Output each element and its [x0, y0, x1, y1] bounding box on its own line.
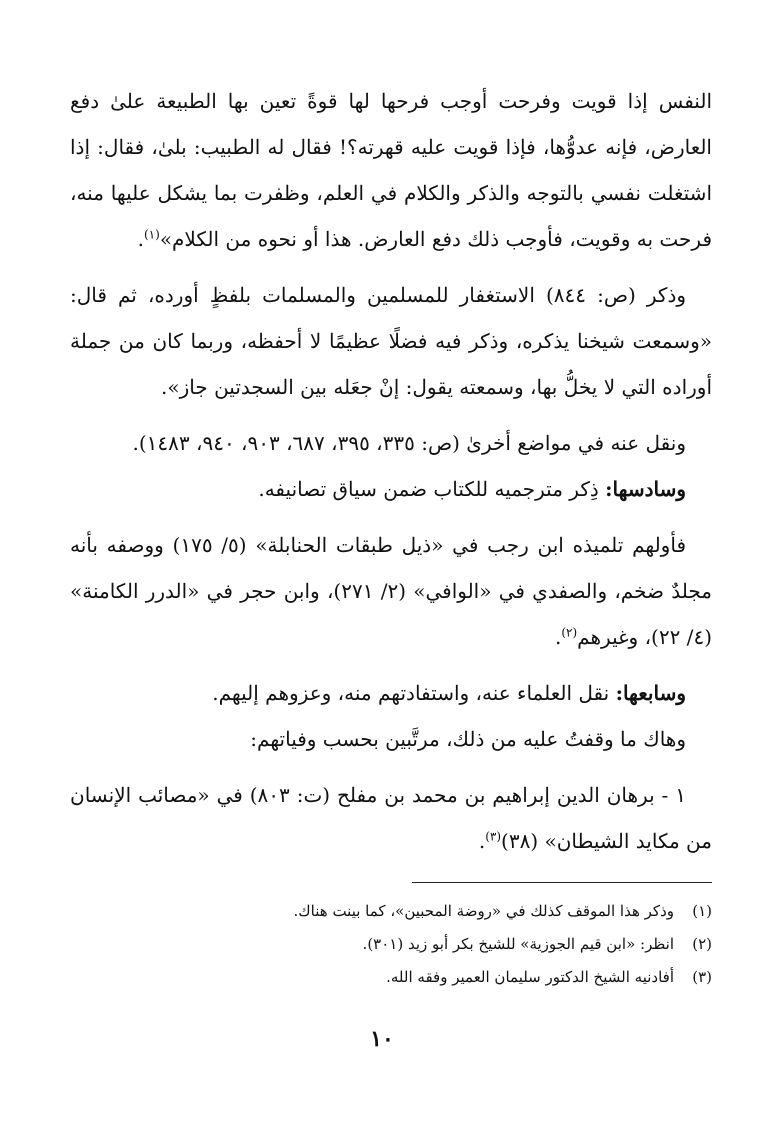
footnote-2-text: انظر: «ابن قيم الجوزية» للشيخ بكر أبو زيد (٣٠١). — [362, 935, 674, 953]
paragraph-4-text: ذِكر مترجميه للكتاب ضمن سياق تصانيفه. — [258, 477, 606, 501]
main-text — [70, 78, 712, 864]
paragraph-5-text: فأولهم تلميذه ابن رجب في «ذيل طبقات الحنابلة» (٥/ ١٧٥) ووصفه بأنه مجلدٌ ضخم، والصفدي في «الوافي» (٢/ ٢٧١)، وابن حجر في «الدرر الكامنة» (٤/ ٢٢)، وغيرهم — [70, 533, 712, 649]
paragraph-7: وهاك ما وقفتُ عليه من ذلك، مرتَّبين بحسب وفياتهم: — [250, 727, 686, 751]
section-seven-heading: وسابعها: — [615, 681, 686, 705]
section-six-heading: وسادسها: — [605, 477, 686, 501]
footnote-ref-1: (١) — [143, 227, 160, 242]
paragraph-8 — [70, 772, 712, 864]
footnote-3-number: (٣) — [692, 968, 712, 986]
footnotes — [70, 895, 712, 994]
paragraph-5-end: . — [554, 625, 562, 649]
paragraph-1-end: . — [137, 227, 144, 251]
footnote-ref-2: (٢) — [561, 625, 578, 640]
footnote-3-text: أفادنيه الشيخ الدكتور سليمان العمير وفقه الله. — [386, 968, 674, 986]
paragraph-2: وذكر (ص: ٨٤٤) الاستغفار للمسلمين والمسلمات بلفظٍ أورده، ثم قال: «وسمعت شيخنا يذكره، وذكر فيه فضلًا عظيمًا لا أحفظه، وربما كان من جملة أوراده التي لا يخلُّ بها، وسمعته يقول: إنْ جعَله بين السجدتين جاز». — [70, 283, 712, 399]
footnote-3 — [70, 961, 712, 994]
paragraph-6 — [70, 670, 712, 716]
paragraph-4 — [70, 466, 712, 512]
paragraph-1 — [70, 78, 712, 262]
paragraph-6-text: نقل العلماء عنه، واستفادتهم منه، وعزوهم إليهم. — [212, 681, 616, 705]
footnote-1 — [70, 895, 712, 928]
paragraph-1-text: النفس إذا قويت وفرحت أوجب فرحها لها قوةً تعين بها الطبيعة علىٰ دفع العارض، فإنه عدوُّها، فإذا قويت عليه قهرته؟! فقال له الطبيب: بلىٰ، فقال: إذا اشتغلت نفسي بالتوجه والذكر والكلام في العلم، وظفرت بما يشكل عليها منه، فرحت به وقويت، فأوجب ذلك دفع العارض. هذا أو نحوه من الكلام» — [70, 89, 712, 251]
page-number: ١٠ — [370, 1026, 394, 1052]
footnote-divider — [412, 882, 712, 883]
paragraph-5 — [70, 522, 712, 660]
paragraph-8-end: . — [478, 829, 486, 853]
footnote-2-number: (٢) — [692, 935, 712, 953]
footnote-2 — [70, 928, 712, 961]
paragraph-8-text: ١ - برهان الدين إبراهيم بن محمد بن مفلح (ت: ٨٠٣) في «مصائب الإنسان من مكايد الشيطان» (٣٨) — [70, 783, 712, 853]
footnote-1-text: وذكر هذا الموقف كذلك في «روضة المحبين»، كما بينت هناك. — [293, 902, 674, 920]
paragraph-3: ونقل عنه في مواضع أخرىٰ (ص: ٣٣٥، ٣٩٥، ٦٨٧، ٩٠٣، ٩٤٠، ١٤٨٣). — [132, 431, 686, 455]
footnote-ref-3: (٣) — [485, 829, 502, 844]
footnote-1-number: (١) — [692, 902, 712, 920]
